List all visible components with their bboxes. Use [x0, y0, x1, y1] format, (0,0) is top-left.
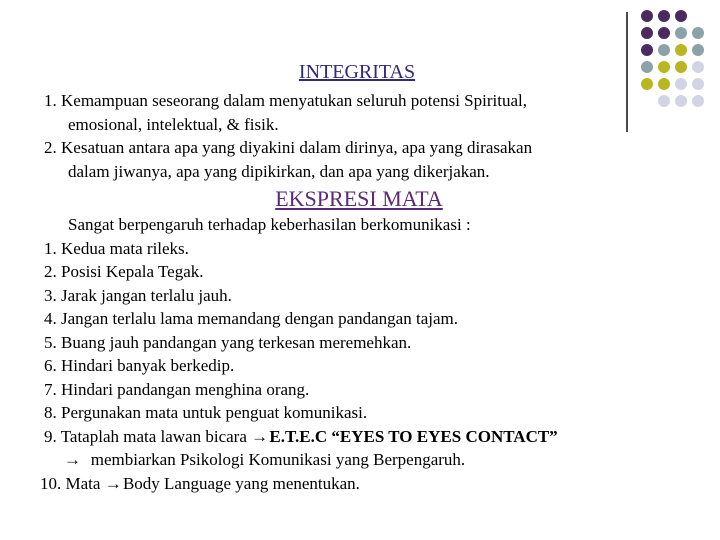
list-item-continuation: emosional, intelektual, & fisik. — [68, 114, 279, 134]
arrow-right-icon: → — [104, 473, 122, 493]
decorative-dot — [658, 10, 670, 22]
item-number: 1. — [44, 238, 57, 258]
list-item — [44, 284, 684, 308]
item-number: 6. — [44, 356, 57, 375]
ekspresi-list — [40, 213, 684, 495]
item-number: 1. — [44, 91, 57, 110]
arrow-right-icon: → — [64, 450, 81, 469]
etec-emphasis: E.T.E.C “EYES TO EYES CONTACT” — [269, 426, 558, 446]
list-item — [44, 425, 684, 449]
item-number: 4. — [44, 309, 57, 328]
item-text: Buang jauh pandangan yang terkesan meremehkan. — [61, 332, 412, 352]
item-text: Kemampuan seseorang dalam menyatukan seluruh potensi Spiritual, — [61, 91, 527, 110]
intro-text: Sangat berpengaruh terhadap keberhasilan berkomunikasi : — [68, 215, 471, 234]
item-text: Tataplah mata lawan bicara — [60, 426, 247, 446]
item-text: Body Language yang menentukan. — [122, 473, 360, 493]
item-text: Mata — [65, 473, 101, 493]
decorative-dot — [641, 10, 653, 22]
list-item-continuation: dalam jiwanya, apa yang dipikirkan, dan apa yang dikerjakan. — [68, 161, 490, 181]
item-text: Pergunakan mata untuk penguat komunikasi. — [61, 403, 368, 422]
item-text: Jangan terlalu lama memandang dengan pandangan tajam. — [61, 309, 458, 328]
list-item-continuation — [44, 448, 684, 472]
item-text: Posisi Kepala Tegak. — [61, 262, 204, 281]
list-item — [44, 307, 684, 331]
list-item — [40, 472, 684, 496]
decorative-dot — [658, 95, 670, 107]
list-item — [44, 136, 644, 160]
list-item — [44, 260, 684, 284]
item-number: 9. — [44, 426, 57, 446]
item-number: 10. — [40, 473, 62, 493]
decorative-dot — [692, 95, 704, 107]
item-text: membiarkan Psikologi Komunikasi yang Berpengaruh. — [90, 450, 466, 469]
list-item — [44, 331, 684, 355]
item-text: Hindari pandangan menghina orang. — [61, 379, 310, 399]
item-number: 2. — [44, 262, 57, 281]
decorative-dot — [658, 44, 670, 56]
list-item — [44, 401, 684, 425]
list-item — [44, 237, 684, 261]
item-text: Kedua mata rileks. — [61, 238, 189, 258]
decorative-dot — [692, 44, 704, 56]
list-item — [44, 354, 684, 378]
decorative-dot — [675, 95, 687, 107]
item-number: 7. — [44, 379, 57, 399]
decorative-dot — [692, 27, 704, 39]
list-item — [44, 89, 644, 113]
item-number: 3. — [44, 285, 57, 305]
arrow-right-icon: → — [251, 426, 269, 446]
heading-ekspresi-mata: EKSPRESI MATA — [275, 186, 443, 211]
item-number: 2. — [44, 138, 57, 157]
item-text: Hindari banyak berkedip. — [61, 356, 235, 375]
decorative-dot — [641, 27, 653, 39]
integritas-list — [44, 89, 644, 183]
decorative-dot — [675, 10, 687, 22]
decorative-dot — [675, 27, 687, 39]
heading-integritas: INTEGRITAS — [298, 61, 416, 83]
item-text: Jarak jangan terlalu jauh. — [61, 285, 232, 305]
decorative-dot — [675, 44, 687, 56]
list-item — [44, 378, 684, 402]
item-number: 5. — [44, 332, 57, 352]
item-text: Kesatuan antara apa yang diyakini dalam dirinya, apa yang dirasakan — [61, 138, 533, 157]
decorative-dot — [641, 44, 653, 56]
decorative-dot — [658, 27, 670, 39]
item-number: 8. — [44, 403, 57, 422]
